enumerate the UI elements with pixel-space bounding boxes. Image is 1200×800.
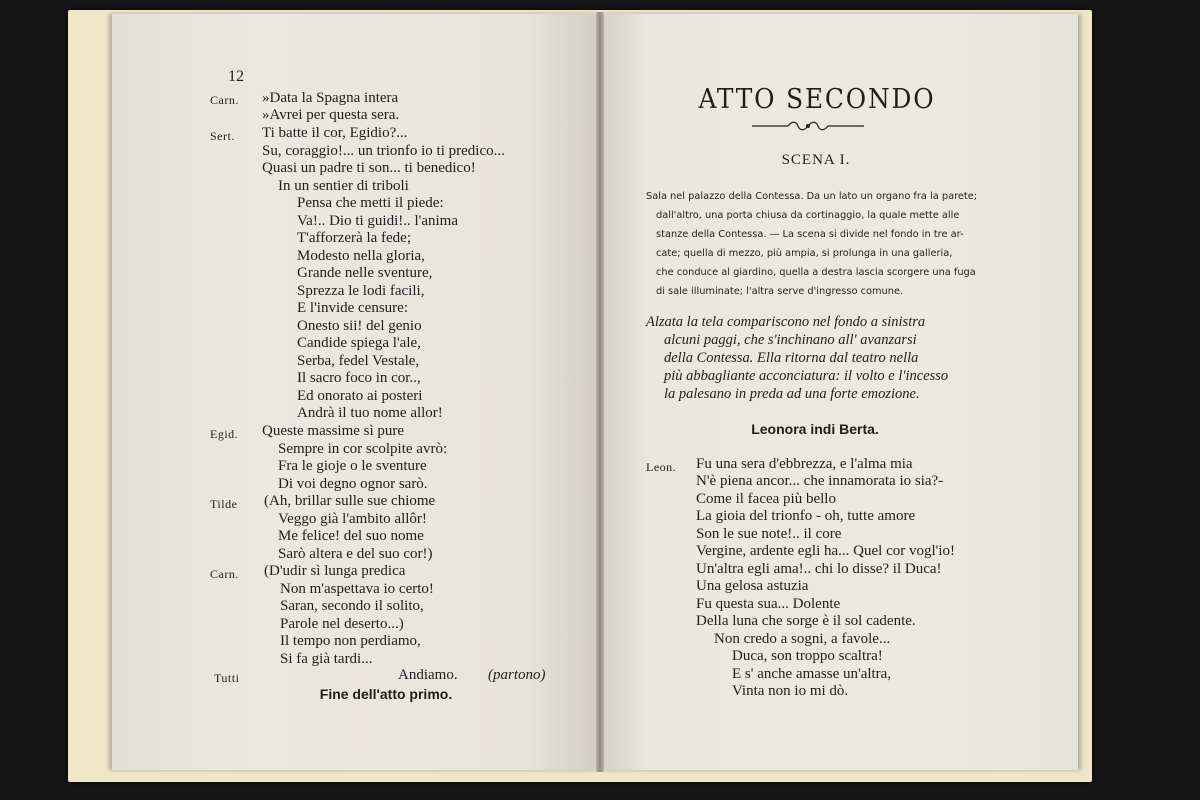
book-gutter	[596, 12, 604, 772]
verse-line: Son le sue note!.. il core	[696, 526, 842, 542]
verse-line: Andrà il tuo nome allor!	[297, 405, 443, 421]
characters-heading: Leonora indi Berta.	[751, 421, 879, 437]
verse-line: Me felice! del suo nome	[278, 528, 424, 544]
verse-line: Va!.. Dio ti guidi!.. l'anima	[297, 213, 459, 229]
verse-line: Modesto nella gloria,	[297, 248, 425, 264]
end-of-act: Fine dell'atto primo.	[319, 686, 453, 702]
verse-line: Veggo già l'ambito allôr!	[278, 511, 427, 527]
verse-line: Della luna che sorge è il sol cadente.	[696, 613, 916, 629]
verse-line: Sempre in cor scolpite avrò:	[278, 441, 448, 457]
verse-line: Di voi degno ognor sarò.	[278, 476, 428, 492]
verse-line: Onesto sii! del genio	[297, 318, 422, 334]
verse-line: Non m'aspettava io certo!	[280, 581, 434, 597]
verse-line: N'è piena ancor... che innamorata io sia?-	[696, 473, 944, 489]
verse-line: Un'altra egli ama!.. chi lo disse? il Duca!	[696, 561, 942, 577]
speaker-label: Tutti	[214, 671, 240, 685]
verse-line: E s' anche amasse un'altra,	[732, 666, 892, 682]
stage-direction: (partono)	[488, 667, 546, 683]
verse-line: Quasi un padre ti son... ti benedico!	[262, 160, 476, 176]
speaker-label: Carn.	[210, 93, 239, 107]
verse-line: Il sacro foco in cor..,	[297, 370, 421, 386]
verse-line: Non credo a sogni, a favole...	[714, 631, 891, 647]
verse-line: Fu una sera d'ebbrezza, e l'alma mia	[696, 456, 913, 472]
verse-line: Fu questa sua... Dolente	[696, 596, 841, 612]
verse-line: Sarò altera e del suo cor!)	[278, 546, 433, 562]
verse-line: Parole nel deserto...)	[280, 616, 404, 632]
verse-line: Come il facea più bello	[696, 491, 836, 507]
verse-line: La gioia del trionfo - oh, tutte amore	[696, 508, 916, 524]
verse-line: Candide spiega l'ale,	[297, 335, 421, 351]
stage-description-line: dall'altro, una porta chiusa da cortinaggio, la quale mette alle	[656, 210, 960, 221]
verse-line: In un sentier di triboli	[278, 178, 409, 194]
stage-description-line: di sale illuminate; l'altra serve d'ingresso comune.	[656, 286, 904, 297]
stage-action-line: alcuni paggi, che s'inchinano all' avanzarsi	[664, 332, 917, 348]
stage-description-line: stanze della Contessa. — La scena si divide nel fondo in tre ar-	[656, 229, 964, 240]
speaker-label: Carn.	[210, 567, 239, 581]
ornament-divider-icon	[752, 120, 864, 132]
verse-line: Sprezza le lodi facili,	[297, 283, 425, 299]
verse-line: T'afforzerà la fede;	[297, 230, 412, 246]
page-number: 12	[228, 68, 244, 85]
verse-line: (D'udir sì lunga predica	[264, 563, 406, 579]
verse-line: Ti batte il cor, Egidio?...	[262, 125, 408, 141]
verse-line: Ed onorato ai posteri	[297, 388, 423, 404]
verse-line: »Data la Spagna intera	[262, 90, 399, 106]
verse-line: Su, coraggio!... un trionfo io ti predico...	[262, 143, 505, 159]
verse-line: Una gelosa astuzia	[696, 578, 809, 594]
verse-line: Serba, fedel Vestale,	[297, 353, 420, 369]
verse-line: »Avrei per questa sera.	[262, 107, 400, 123]
verse-line: Queste massime sì pure	[262, 423, 405, 439]
verse-line: Pensa che metti il piede:	[297, 195, 444, 211]
scene-title: SCENA I.	[781, 152, 851, 168]
verse-line: Grande nelle sventure,	[297, 265, 433, 281]
verse-line: Saran, secondo il solito,	[280, 598, 424, 614]
speaker-label: Sert.	[210, 129, 235, 143]
verse-line: E l'invide censure:	[297, 300, 408, 316]
stage-description-line: Sala nel palazzo della Contessa. Da un lato un organo fra la parete;	[646, 191, 978, 202]
act-title: ATTO SECONDO	[698, 84, 936, 115]
verse-line: Vinta non io mi dò.	[732, 683, 849, 699]
verse-line: (Ah, brillar sulle sue chiome	[264, 493, 436, 509]
verse-line: Si fa già tardi...	[280, 651, 373, 667]
verse-line: Il tempo non perdiamo,	[280, 633, 421, 649]
stage-action-line: più abbagliante acconciatura: il volto e l'incesso	[664, 368, 949, 384]
verse-line: Fra le gioje o le sventure	[278, 458, 427, 474]
verse-line: Andiamo.	[398, 667, 458, 683]
stage-action-line: la palesano in preda ad una forte emozione.	[664, 386, 920, 402]
verse-line: Duca, son troppo scaltra!	[732, 648, 883, 664]
speaker-label: Leon.	[646, 460, 677, 474]
speaker-label: Egid.	[210, 427, 239, 441]
stage-action-line: Alzata la tela compariscono nel fondo a sinistra	[646, 314, 926, 330]
stage-description-line: che conduce al giardino, quella a destra lascia scorgere una fuga	[656, 267, 976, 278]
speaker-label: Tilde	[210, 497, 238, 511]
stage-action-line: della Contessa. Ella ritorna dal teatro nella	[664, 350, 919, 366]
stage-description-line: cate; quella di mezzo, più ampia, si prolunga in una galleria,	[656, 248, 953, 259]
verse-line: Vergine, ardente egli ha... Quel cor vogl'io!	[696, 543, 956, 559]
